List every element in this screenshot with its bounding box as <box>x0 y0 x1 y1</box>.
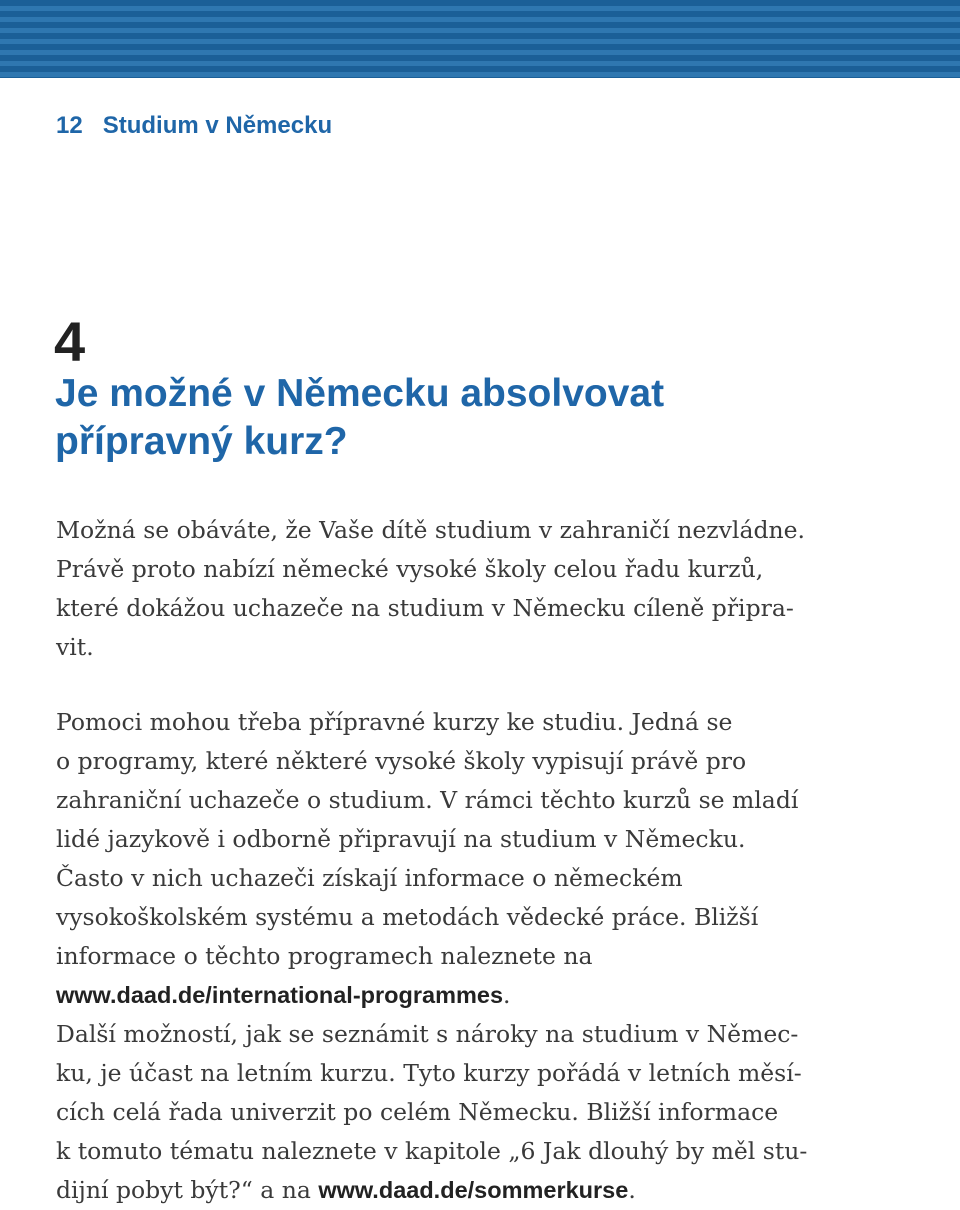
running-title: Studium v Německu <box>102 112 333 139</box>
chapter-title-line: přípravný kurz? <box>55 420 348 463</box>
text-line: ku, je účast na letním kurzu. Tyto kurzy pořádá v letních měsí- <box>56 1059 802 1087</box>
text-line: Další možností, jak se seznámit s nároky na studium v Němec- <box>56 1020 799 1048</box>
link-suffix: . <box>628 1176 636 1204</box>
text-line: Možná se obáváte, že Vaše dítě studium v zahraničí nezvládne. <box>56 516 806 544</box>
text-line: o programy, které některé vysoké školy vypisují právě pro <box>56 747 747 775</box>
paragraph-preparatory-courses <box>56 703 846 1015</box>
text-line: Pomoci mohou třeba přípravné kurzy ke studiu. Jedná se <box>56 708 733 736</box>
international-programmes-link[interactable]: www.daad.de/international-programmes <box>56 982 504 1008</box>
text-line: Právě proto nabízí německé vysoké školy celou řadu kurzů, <box>56 555 764 583</box>
text-line: dijní pobyt být?“ a na <box>56 1176 319 1204</box>
paragraph-intro <box>56 511 846 667</box>
text-line: zahraniční uchazeče o studium. V rámci těchto kurzů se mladí <box>56 786 799 814</box>
text-line: vit. <box>56 633 94 661</box>
text-line: k tomuto tématu naleznete v kapitole „6 Jak dlouhý by měl stu- <box>56 1137 808 1165</box>
paragraph-summer-courses <box>56 1015 846 1210</box>
header-stripe-band <box>0 0 960 78</box>
chapter-number: 4 <box>54 310 86 373</box>
sommerkurse-link[interactable]: www.daad.de/sommerkurse <box>318 1177 629 1203</box>
chapter-title-line: Je možné v Německu absolvovat <box>55 372 665 415</box>
running-header <box>56 112 332 140</box>
text-line: cích celá řada univerzit po celém Německu. Bližší informace <box>56 1098 779 1126</box>
page-number: 12 <box>56 112 83 139</box>
text-line: Často v nich uchazeči získají informace o německém <box>56 864 683 892</box>
chapter-title <box>55 370 915 466</box>
link-suffix: . <box>503 981 511 1009</box>
text-line: informace o těchto programech naleznete na <box>56 942 593 970</box>
text-line: které dokážou uchazeče na studium v Německu cíleně připra- <box>56 594 794 622</box>
text-line: lidé jazykově i odborně připravují na studium v Německu. <box>56 825 746 853</box>
text-line: vysokoškolském systému a metodách vědecké práce. Bližší <box>56 903 759 931</box>
